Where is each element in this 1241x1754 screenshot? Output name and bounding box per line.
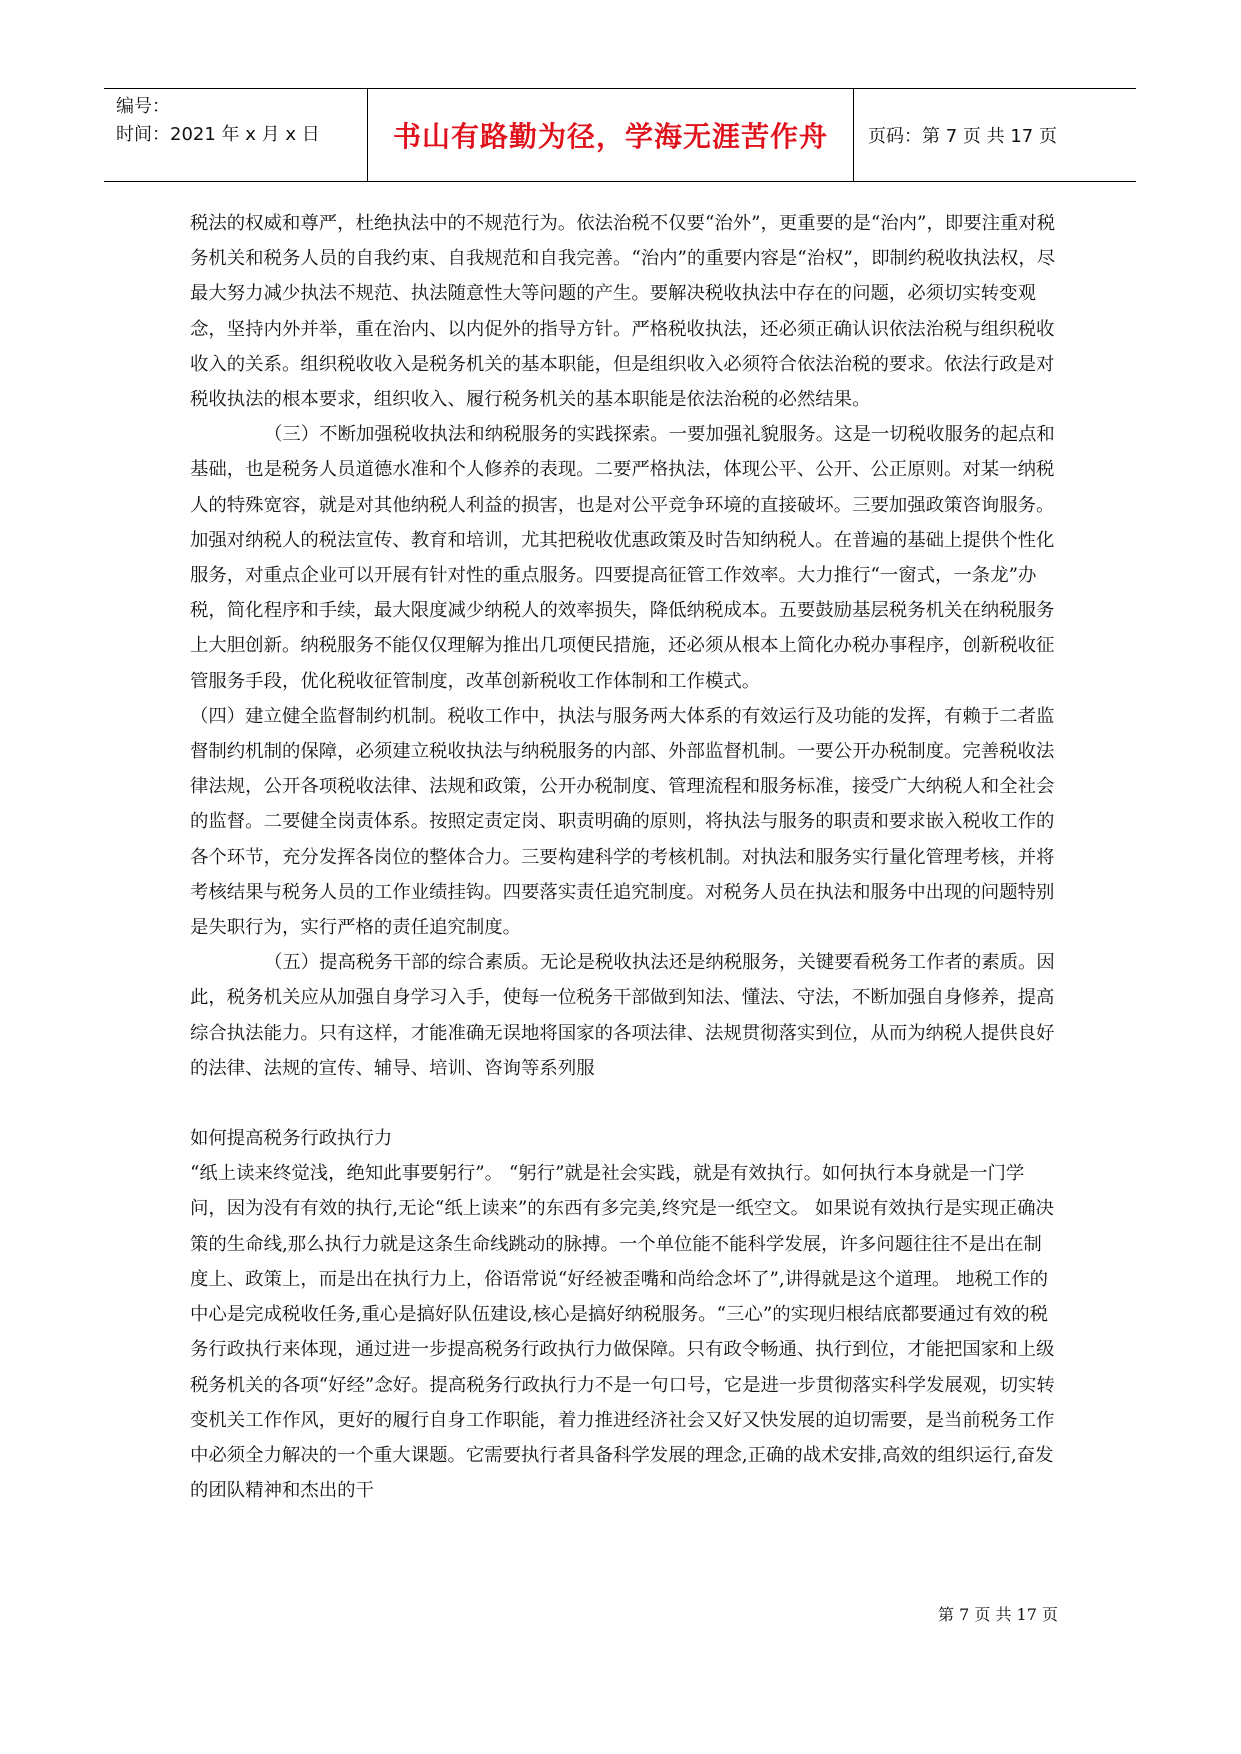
header-motto: 书山有路勤为径，学海无涯苦作舟	[368, 89, 854, 181]
paragraph-spacer	[190, 1086, 1058, 1121]
document-number-label: 编号：	[116, 96, 170, 117]
body-paragraph: 税法的权威和尊严，杜绝执法中的不规范行为。依法治税不仅要“治外”，更重要的是“治内”，即要注重对税务机关和税务人员的自我约束、自我规范和自我完善。“治内”的重要内容是“治权”，即制约税收执法权，尽最大努力减少执法不规范、执法随意性大等问题的产生。要解决税收执法中存在的问题，必须切实转变观念，坚持内外并举，重在治内、以内促外的指导方针。严格税收执法，还必须正确认识依法治税与组织税收收入的关系。组织税收收入是税务机关的基本职能，但是组织收入必须符合依法治税的要求。依法行政是对税收执法的根本要求，组织收入、履行税务机关的基本职能是依法治税的必然结果。	[190, 213, 1056, 411]
document-header	[104, 88, 1136, 182]
header-meta	[104, 89, 368, 181]
body-paragraph: （三）不断加强税收执法和纳税服务的实践探索。一要加强礼貌服务。这是一切税收服务的起点和基础，也是税务人员道德水准和个人修养的表现。二要严格执法，体现公平、公开、公正原则。对某一纳税人的特殊宽容，就是对其他纳税人利益的损害，也是对公平竞争环境的直接破坏。三要加强政策咨询服务。加强对纳税人的税法宣传、教育和培训，尤其把税收优惠政策及时告知纳税人。在普遍的基础上提供个性化服务，对重点企业可以开展有针对性的重点服务。四要提高征管工作效率。大力推行“一窗式，一条龙”办税，简化程序和手续，最大限度减少纳税人的效率损失，降低纳税成本。五要鼓励基层税务机关在纳税服务上大胆创新。纳税服务不能仅仅理解为推出几项便民措施，还必须从根本上简化办税办事程序，创新税收征管服务手段，优化税收征管制度，改革创新税收工作体制和工作模式。	[190, 424, 1055, 692]
body-paragraph: （四）建立健全监督制约机制。税收工作中，执法与服务两大体系的有效运行及功能的发挥，有赖于二者监督制约机制的保障，必须建立税收执法与纳税服务的内部、外部监督机制。一要公开办税制度。完善税收法律法规，公开各项税收法律、法规和政策，公开办税制度、管理流程和服务标准，接受广大纳税人和全社会的监督。二要健全岗责体系。按照定责定岗、职责明确的原则，将执法与服务的职责和要求嵌入税收工作的各个环节，充分发挥各岗位的整体合力。三要构建科学的考核机制。对执法和服务实行量化管理考核，并将考核结果与税务人员的工作业绩挂钩。四要落实责任追究制度。对税务人员在执法和服务中出现的问题特别是失职行为，实行严格的责任追究制度。	[190, 705, 1055, 939]
page-footer-number: 第 7 页 共 17 页	[938, 1605, 1058, 1624]
section-title: 如何提高税务行政执行力	[190, 1128, 393, 1150]
document-time-label: 时间：2021 年 x 月 x 日	[116, 124, 320, 145]
document-body	[190, 206, 1058, 1508]
header-page-label: 页码：第 7 页 共 17 页	[868, 126, 1057, 147]
body-paragraph: “纸上读来终觉浅，绝知此事要躬行”。 “躬行”就是社会实践，就是有效执行。如何执行本身就是一门学问，因为没有有效的执行,无论“纸上读来”的东西有多完美,终究是一纸空文。 如果说有效执行是实现正确决策的生命线,那么执行力就是这条生命线跳动的脉搏。一个单位能不能科学发展，许多问题往往不是出在制度上、政策上，而是出在执行力上，俗语常说“好经被歪嘴和尚给念坏了”,讲得就是这个道理。 地税工作的中心是完成税收任务,重心是搞好队伍建设,核心是搞好纳税服务。“三心”的实现归根结底都要通过有效的税务行政执行来体现，通过进一步提高税务行政执行力做保障。只有政令畅通、执行到位，才能把国家和上级税务机关的各项“好经”念好。提高税务行政执行力不是一句口号，它是进一步贯彻落实科学发展观，切实转变机关工作作风，更好的履行自身工作职能，着力推进经济社会又好又快发展的迫切需要，是当前税务工作中必须全力解决的一个重大课题。它需要执行者具备科学发展的理念,正确的战术安排,高效的组织运行,奋发的团队精神和杰出的干	[190, 1163, 1055, 1502]
body-paragraph: （五）提高税务干部的综合素质。无论是税收执法还是纳税服务，关键要看税务工作者的素质。因此，税务机关应从加强自身学习入手，使每一位税务干部做到知法、懂法、守法，不断加强自身修养，提高综合执法能力。只有这样，才能准确无误地将国家的各项法律、法规贯彻落实到位，从而为纳税人提供良好的法律、法规的宣传、辅导、培训、咨询等系列服	[190, 952, 1055, 1079]
